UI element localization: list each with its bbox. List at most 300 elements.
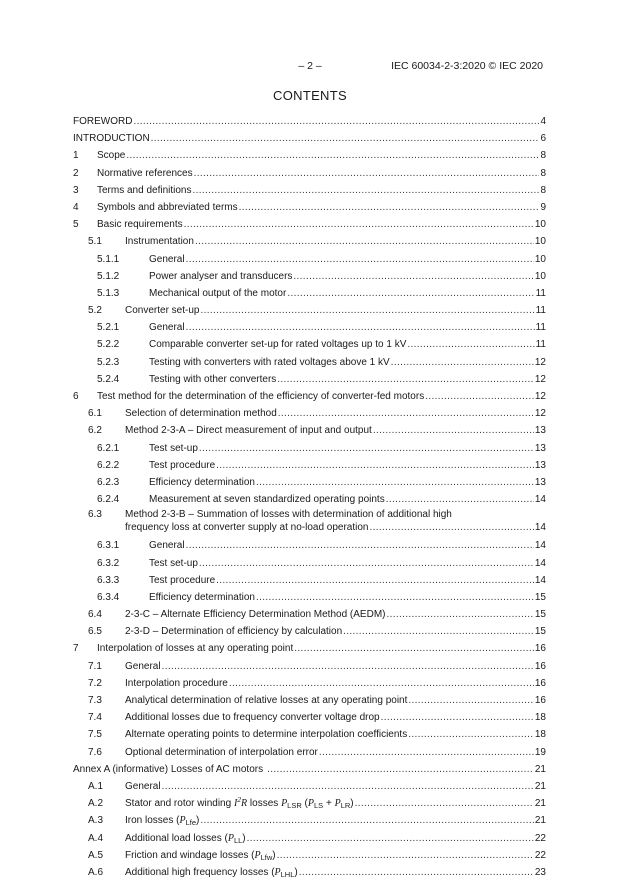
toc-entry[interactable]	[73, 319, 546, 336]
toc-entry-page: 10	[534, 253, 546, 265]
toc-entry-title: Test method for the determination of the efficiency of converter-fed motors	[97, 391, 425, 402]
text-fragment: Iron losses (	[125, 815, 180, 827]
toc-entry-title: 2-3-C – Alternate Efficiency Determination Method (AEDM)	[125, 609, 386, 621]
toc-entry-body	[125, 422, 546, 439]
toc-entry-page: 15	[534, 626, 546, 638]
toc-entry-title: Alternate operating points to determine interpolation coefficients	[125, 729, 408, 741]
toc-entry-page: 15	[534, 591, 546, 603]
toc-entry[interactable]	[73, 847, 546, 864]
toc-entry-title: Scope	[97, 150, 126, 162]
toc-entry-body	[73, 113, 546, 130]
toc-entry-title: Test procedure	[149, 459, 216, 471]
toc-entry-page: 15	[534, 609, 546, 621]
text-fragment: )	[196, 815, 200, 827]
toc-entry-page: 13	[534, 459, 546, 471]
toc-entry-number: 7.5	[88, 729, 102, 741]
toc-entry[interactable]	[73, 709, 546, 726]
text-fragment: Stator and rotor winding	[125, 798, 234, 810]
math-symbol	[233, 795, 248, 810]
toc-entry-title: Instrumentation	[125, 236, 194, 248]
toc-entry-number: 7	[73, 643, 79, 655]
toc-entry-page: 10	[534, 219, 546, 231]
toc-entry-title: Additional losses due to frequency converter voltage drop	[125, 712, 380, 724]
toc-entry[interactable]	[73, 268, 546, 285]
math-symbol	[308, 798, 323, 809]
toc-entry-number: 5.1.2	[97, 270, 120, 282]
toc-entry-number: A.5	[88, 849, 104, 861]
toc-entry[interactable]	[73, 371, 546, 388]
dot-leader	[407, 336, 534, 353]
toc-entry-number: 6.2.4	[97, 494, 120, 506]
math-letter: P	[307, 798, 314, 810]
toc-entry-title: Method 2-3-A – Direct measurement of input and output	[125, 425, 372, 437]
dot-leader	[199, 440, 534, 457]
toc-entry-body	[125, 623, 546, 640]
toc-entry[interactable]	[73, 216, 546, 233]
math-subscript: LS	[313, 801, 324, 811]
dot-leader	[408, 692, 533, 709]
toc-entry-body	[97, 640, 546, 657]
toc-entry-page: 12	[534, 373, 546, 385]
toc-entry[interactable]	[73, 658, 546, 675]
toc-entry-page: 14	[534, 522, 546, 534]
toc-entry-number: 6	[73, 391, 79, 402]
toc-entry-number: 2	[73, 167, 79, 179]
toc-entry-page: 11	[535, 305, 546, 317]
math-symbol	[228, 833, 242, 844]
toc-entry-number: A.1	[88, 780, 104, 792]
toc-entry-page: 12	[534, 356, 546, 368]
toc-entry-title: General	[149, 253, 185, 265]
toc-entry-title: Interpolation procedure	[125, 677, 228, 689]
toc-entry-page: 8	[540, 184, 546, 196]
math-subscript: Lfe	[185, 818, 197, 828]
toc-entry-title-line2: frequency loss at converter supply at no-load operation	[125, 522, 369, 534]
toc-entry-page: 10	[534, 236, 546, 248]
dot-leader	[287, 285, 534, 302]
math-symbol	[254, 849, 276, 862]
math-symbol	[274, 866, 298, 879]
toc-entry-page: 16	[534, 660, 546, 672]
toc-entry[interactable]	[73, 440, 546, 457]
toc-entry-title: Testing with other converters	[149, 373, 277, 385]
math-subscript: LR	[340, 801, 351, 811]
dot-leader	[200, 812, 534, 829]
toc-entry-number: 5.2.1	[97, 322, 120, 334]
toc-entry-title: Interpolation of losses at any operating point	[97, 643, 294, 655]
text-fragment: )	[272, 849, 276, 861]
toc-entry-body	[125, 233, 546, 250]
toc-entry-title	[125, 812, 200, 829]
toc-entry-body	[97, 182, 546, 199]
toc-entry[interactable]	[73, 589, 546, 606]
toc-entry-page: 16	[534, 695, 546, 706]
dot-leader	[381, 709, 534, 726]
toc-entry-title: Comparable converter set-up for rated voltages up to 1 kV	[149, 339, 407, 351]
dot-leader	[193, 182, 540, 199]
toc-entry[interactable]	[73, 147, 546, 164]
toc-entry-title: Converter set-up	[125, 305, 200, 317]
toc-entry-title: Selection of determination method	[125, 408, 277, 420]
toc-entry-body	[149, 319, 546, 336]
contents-title: CONTENTS	[273, 88, 347, 103]
dot-leader	[247, 830, 534, 847]
toc-entry-body	[125, 709, 546, 726]
math-letter: I	[233, 798, 238, 810]
toc-entry-number: A.4	[88, 832, 104, 844]
toc-entry[interactable]	[73, 623, 546, 640]
toc-entry[interactable]	[73, 113, 546, 130]
toc-entry-body	[149, 491, 546, 508]
toc-entry-title: Annex A (informative) Losses of AC motors	[73, 763, 264, 775]
dot-leader	[294, 640, 534, 657]
toc-entry-body	[149, 336, 546, 353]
dot-leader	[355, 795, 534, 812]
toc-entry[interactable]	[73, 182, 546, 199]
toc-entry[interactable]	[73, 537, 546, 554]
dot-leader	[408, 726, 534, 743]
toc-entry[interactable]	[73, 251, 546, 268]
toc-entry[interactable]	[73, 165, 546, 182]
toc-entry-body	[149, 251, 546, 268]
toc-entry[interactable]	[73, 130, 546, 147]
toc-entry-page: 8	[540, 167, 546, 179]
toc-entry-body	[149, 440, 546, 457]
toc-entry-page: 21	[534, 780, 546, 792]
toc-entry-body	[149, 589, 546, 606]
toc-entry-page: 23	[534, 866, 546, 878]
dot-leader	[343, 623, 534, 640]
toc-entry-number: 6.5	[88, 626, 102, 638]
toc-entry-page: 22	[534, 849, 546, 861]
toc-entry-body	[149, 457, 546, 474]
text-fragment: +	[323, 798, 335, 810]
toc-entry-body	[125, 795, 546, 812]
toc-entry[interactable]	[73, 285, 546, 302]
toc-entry-title: Test set-up	[149, 557, 198, 569]
text-fragment: Additional high frequency losses (	[125, 866, 275, 878]
toc-entry-title: Analytical determination of relative losses at any operating point	[125, 695, 408, 706]
toc-entry[interactable]	[73, 555, 546, 572]
toc-entry-title: Test procedure	[149, 574, 216, 586]
dot-leader	[229, 675, 534, 692]
toc-entry[interactable]	[73, 474, 546, 491]
table-of-contents	[73, 113, 546, 881]
toc-entry-body	[125, 692, 546, 709]
toc-entry[interactable]	[73, 354, 546, 371]
math-letter: P	[254, 849, 261, 861]
toc-entry-number: 4	[73, 201, 79, 213]
toc-entry-body	[125, 726, 546, 743]
toc-entry[interactable]	[73, 761, 546, 778]
dot-leader	[195, 233, 534, 250]
dot-leader	[199, 555, 534, 572]
toc-entry[interactable]	[73, 795, 546, 812]
dot-leader	[133, 113, 539, 130]
toc-entry-body	[97, 388, 546, 405]
dot-leader	[216, 457, 534, 474]
text-fragment: Friction and windage losses (	[125, 849, 255, 861]
toc-entry-body	[149, 572, 546, 589]
dot-leader	[373, 422, 534, 439]
toc-entry[interactable]	[73, 457, 546, 474]
toc-entry[interactable]	[73, 675, 546, 692]
math-subscript: Lfw	[260, 852, 273, 862]
toc-entry-body	[125, 778, 546, 795]
dot-leader	[162, 778, 534, 795]
dot-leader	[200, 302, 534, 319]
toc-entry-title: Symbols and abbreviated terms	[97, 201, 238, 213]
toc-entry-title: Measurement at seven standardized operating points	[149, 494, 385, 506]
dot-leader	[256, 589, 534, 606]
toc-entry-body	[149, 268, 546, 285]
toc-entry-page: 4	[540, 116, 546, 127]
math-letter: P	[179, 815, 186, 827]
toc-entry-page: 21	[534, 815, 546, 827]
toc-entry-title: Mechanical output of the motor	[149, 287, 287, 299]
text-fragment: Additional load losses (	[125, 832, 228, 844]
toc-entry-title: General	[149, 322, 185, 334]
dot-leader	[162, 658, 534, 675]
toc-entry-page: 21	[534, 763, 546, 775]
math-subscript: LL	[233, 835, 243, 845]
toc-entry-number: 7.1	[88, 660, 102, 672]
toc-entry-number: 6.2.1	[97, 442, 120, 454]
toc-entry-body	[125, 847, 546, 864]
dot-leader	[151, 130, 540, 147]
toc-entry-page: 9	[540, 201, 546, 213]
document-reference: IEC 60034-2-3:2020 © IEC 2020	[391, 60, 543, 72]
toc-entry[interactable]	[73, 812, 546, 829]
toc-entry-title: General	[149, 540, 185, 552]
dot-leader	[391, 354, 534, 371]
toc-entry[interactable]	[73, 744, 546, 761]
toc-entry-number: 5.2.2	[97, 339, 120, 351]
toc-entry-page: 13	[534, 442, 546, 454]
toc-entry-title: General	[125, 660, 161, 672]
toc-entry-page: 16	[534, 643, 546, 655]
toc-entry[interactable]	[73, 778, 546, 795]
toc-entry[interactable]	[73, 491, 546, 508]
toc-entry-number: 7.4	[88, 712, 102, 724]
math-symbol	[281, 798, 302, 809]
toc-entry-body	[97, 165, 546, 182]
toc-entry-number: A.6	[88, 866, 104, 878]
toc-entry-number: 6.3.2	[97, 557, 120, 569]
toc-entry-title: Method 2-3-B – Summation of losses with determination of additional high	[125, 509, 452, 521]
toc-entry-body	[125, 508, 546, 534]
toc-entry[interactable]	[73, 640, 546, 657]
toc-entry-body	[149, 285, 546, 302]
toc-entry-title: Efficiency determination	[149, 591, 255, 603]
toc-entry-body	[125, 606, 546, 623]
dot-leader	[256, 474, 534, 491]
toc-entry-title: Optional determination of interpolation error	[125, 746, 318, 758]
toc-entry-page: 12	[534, 408, 546, 420]
toc-entry-continuation	[125, 521, 546, 534]
toc-entry-title	[125, 847, 277, 864]
toc-entry-page: 16	[534, 677, 546, 689]
dot-leader	[277, 371, 534, 388]
toc-entry-title: FOREWORD	[73, 116, 133, 127]
toc-entry-page: 18	[534, 729, 546, 741]
toc-entry-page: 19	[534, 746, 546, 758]
toc-entry-title: Basic requirements	[97, 219, 183, 231]
toc-entry-number: 6.2.2	[97, 459, 120, 471]
toc-entry[interactable]	[73, 572, 546, 589]
toc-entry-number: 5.2.4	[97, 373, 120, 385]
toc-entry-page: 11	[535, 287, 546, 299]
toc-entry-number: A.2	[88, 798, 104, 810]
toc-entry-title: Terms and definitions	[97, 184, 192, 196]
math-letter: R	[241, 798, 248, 810]
toc-entry-page: 14	[534, 557, 546, 569]
toc-entry[interactable]	[73, 302, 546, 319]
toc-entry-title: Test set-up	[149, 442, 198, 454]
toc-entry-number: A.3	[88, 815, 104, 827]
toc-entry-title	[125, 795, 355, 812]
toc-entry-body	[149, 474, 546, 491]
toc-entry[interactable]	[73, 864, 546, 881]
toc-entry-number: 6.1	[88, 408, 102, 420]
toc-entry-body	[149, 371, 546, 388]
toc-entry-title	[125, 830, 247, 847]
dot-leader	[194, 165, 540, 182]
toc-entry-page: 18	[534, 712, 546, 724]
toc-entry[interactable]	[73, 726, 546, 743]
toc-entry-title: General	[125, 780, 161, 792]
toc-entry-body	[125, 658, 546, 675]
toc-entry-page: 10	[534, 270, 546, 282]
dot-leader	[186, 537, 534, 554]
toc-entry-number: 5.1.3	[97, 287, 120, 299]
toc-entry-body	[73, 130, 546, 147]
toc-entry-number: 7.3	[88, 695, 102, 706]
dot-leader	[186, 251, 534, 268]
math-symbol	[334, 798, 354, 811]
toc-entry[interactable]	[73, 830, 546, 847]
toc-entry[interactable]	[73, 336, 546, 353]
toc-entry-title: Normative references	[97, 167, 193, 179]
toc-entry-body	[125, 744, 546, 761]
toc-entry-body	[73, 761, 546, 778]
toc-entry-body	[125, 302, 546, 319]
dot-leader	[186, 319, 535, 336]
toc-entry-number: 3	[73, 184, 79, 196]
text-fragment: losses	[247, 798, 282, 810]
text-fragment: (	[301, 798, 308, 810]
toc-entry-page: 13	[534, 476, 546, 488]
dot-leader	[425, 388, 534, 405]
math-letter: P	[274, 866, 281, 878]
toc-entry-body	[97, 147, 546, 164]
math-superscript: 2	[237, 795, 242, 805]
toc-entry-title: 2-3-D – Determination of efficiency by calculation	[125, 626, 343, 638]
toc-entry-number: 1	[73, 150, 79, 162]
toc-entry-body	[125, 830, 546, 847]
dot-leader	[319, 744, 534, 761]
toc-entry[interactable]	[73, 233, 546, 250]
toc-entry-page: 11	[535, 322, 546, 334]
toc-entry[interactable]	[73, 388, 546, 405]
toc-entry-page: 14	[534, 574, 546, 586]
math-symbol	[179, 815, 196, 826]
math-subscript: LSR	[287, 801, 302, 811]
toc-entry-number: 5.2.3	[97, 356, 120, 368]
toc-entry[interactable]	[73, 692, 546, 709]
toc-entry-title: INTRODUCTION	[73, 133, 150, 145]
dot-leader	[267, 761, 534, 778]
toc-entry-page: 21	[534, 798, 546, 810]
dot-leader	[386, 491, 534, 508]
math-letter: P	[227, 832, 234, 844]
toc-entry-body	[97, 199, 546, 216]
toc-entry[interactable]	[73, 422, 546, 439]
toc-entry[interactable]	[73, 405, 546, 422]
dot-leader	[184, 216, 534, 233]
dot-leader	[239, 199, 540, 216]
toc-entry-page: 22	[534, 832, 546, 844]
toc-entry-body	[125, 405, 546, 422]
toc-entry-number: 5.1.1	[97, 253, 120, 265]
toc-entry-number: 7.2	[88, 677, 102, 689]
dot-leader	[126, 147, 539, 164]
toc-entry-body	[149, 354, 546, 371]
toc-entry-number: 5	[73, 219, 79, 231]
toc-entry-title: Efficiency determination	[149, 476, 255, 488]
math-subscript: LHL	[280, 869, 295, 879]
toc-entry-number: 6.4	[88, 609, 102, 621]
dot-leader	[369, 521, 533, 534]
toc-entry-body	[125, 675, 546, 692]
toc-entry-title: Testing with converters with rated voltages above 1 kV	[149, 356, 390, 368]
toc-entry-page: 12	[534, 391, 546, 402]
toc-entry[interactable]	[73, 199, 546, 216]
math-letter: P	[281, 798, 288, 810]
toc-entry-number: 6.3	[88, 509, 102, 521]
toc-entry-number: 6.2	[88, 425, 102, 437]
text-fragment: )	[294, 866, 298, 878]
toc-entry[interactable]	[73, 606, 546, 623]
toc-entry-number: 6.3.1	[97, 540, 120, 552]
toc-entry-page: 6	[540, 133, 546, 145]
toc-entry-title: Power analyser and transducers	[149, 270, 293, 282]
dot-leader	[278, 405, 534, 422]
toc-entry-body	[97, 216, 546, 233]
dot-leader	[216, 572, 534, 589]
toc-entry-title	[125, 864, 299, 881]
toc-entry-page: 13	[534, 425, 546, 437]
toc-entry-body	[125, 812, 546, 829]
toc-entry-body	[149, 537, 546, 554]
toc-entry-page: 14	[534, 540, 546, 552]
toc-entry[interactable]	[73, 508, 546, 537]
toc-entry-body	[125, 864, 546, 881]
toc-entry-body	[149, 555, 546, 572]
toc-entry-number: 7.6	[88, 746, 102, 758]
toc-entry-page: 8	[540, 150, 546, 162]
dot-leader	[293, 268, 533, 285]
dot-leader	[386, 606, 533, 623]
dot-leader	[299, 864, 534, 881]
toc-entry-number: 6.3.4	[97, 591, 120, 603]
toc-entry-page: 14	[534, 494, 546, 506]
dot-leader	[277, 847, 534, 864]
toc-entry-number: 5.2	[88, 305, 102, 317]
toc-entry-page: 11	[535, 339, 546, 351]
page-number: – 2 –	[298, 60, 322, 72]
toc-entry-number: 6.2.3	[97, 476, 120, 488]
